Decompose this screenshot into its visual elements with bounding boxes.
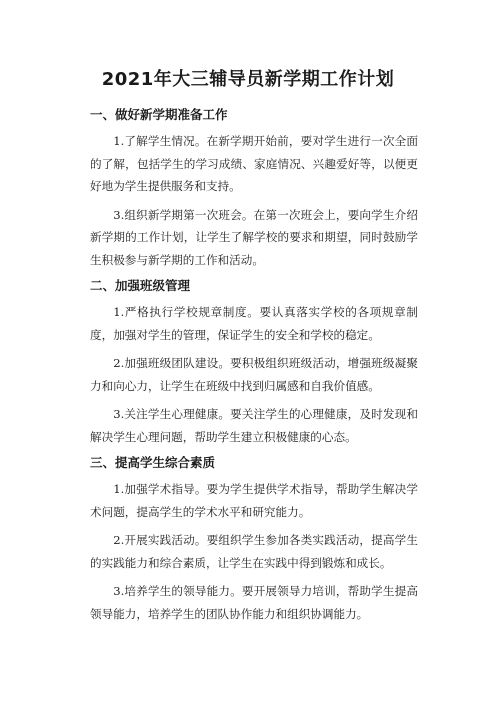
section-class-management <box>90 277 418 448</box>
paragraph: 3.组织新学期第一次班会。在第一次班会上，要向学生介绍新学期的工作计划，让学生了解学校的要求和期望，同时鼓励学生积极参与新学期的工作和活动。 <box>90 207 418 267</box>
section-heading: 三、提高学生综合素质 <box>90 455 216 470</box>
paragraph: 1.加强学术指导。要为学生提供学术指导，帮助学生解决学术问题，提高学生的学术水平和研究能力。 <box>90 482 418 519</box>
section-heading: 二、加强班级管理 <box>90 278 191 293</box>
paragraph: 2.加强班级团队建设。要积极组织班级活动，增强班级凝聚力和向心力，让学生在班级中找到归属感和自我价值感。 <box>90 356 418 393</box>
section-comprehensive-quality <box>90 454 418 625</box>
document-body <box>90 100 418 631</box>
paragraph: 1.严格执行学校规章制度。要认真落实学校的各项规章制度，加强对学生的管理，保证学生的安全和学校的稳定。 <box>90 305 418 342</box>
document-title: 2021年大三辅导员新学期工作计划 <box>101 69 395 90</box>
paragraph: 2.开展实践活动。要组织学生参加各类实践活动，提高学生的实践能力和综合素质，让学生在实践中得到锻炼和成长。 <box>90 533 418 570</box>
paragraph: 1.了解学生情况。在新学期开始前，要对学生进行一次全面的了解，包括学生的学习成绩、家庭情况、兴趣爱好等，以便更好地为学生提供服务和支持。 <box>90 134 418 193</box>
paragraph: 3.培养学生的领导能力。要开展领导力培训，帮助学生提高领导能力，培养学生的团队协作能力和组织协调能力。 <box>90 584 418 621</box>
section-preparation <box>90 106 418 271</box>
section-heading: 一、做好新学期准备工作 <box>90 107 228 122</box>
paragraph: 3.关注学生心理健康。要关注学生的心理健康，及时发现和解决学生心理问题，帮助学生建立积极健康的心态。 <box>90 407 418 444</box>
